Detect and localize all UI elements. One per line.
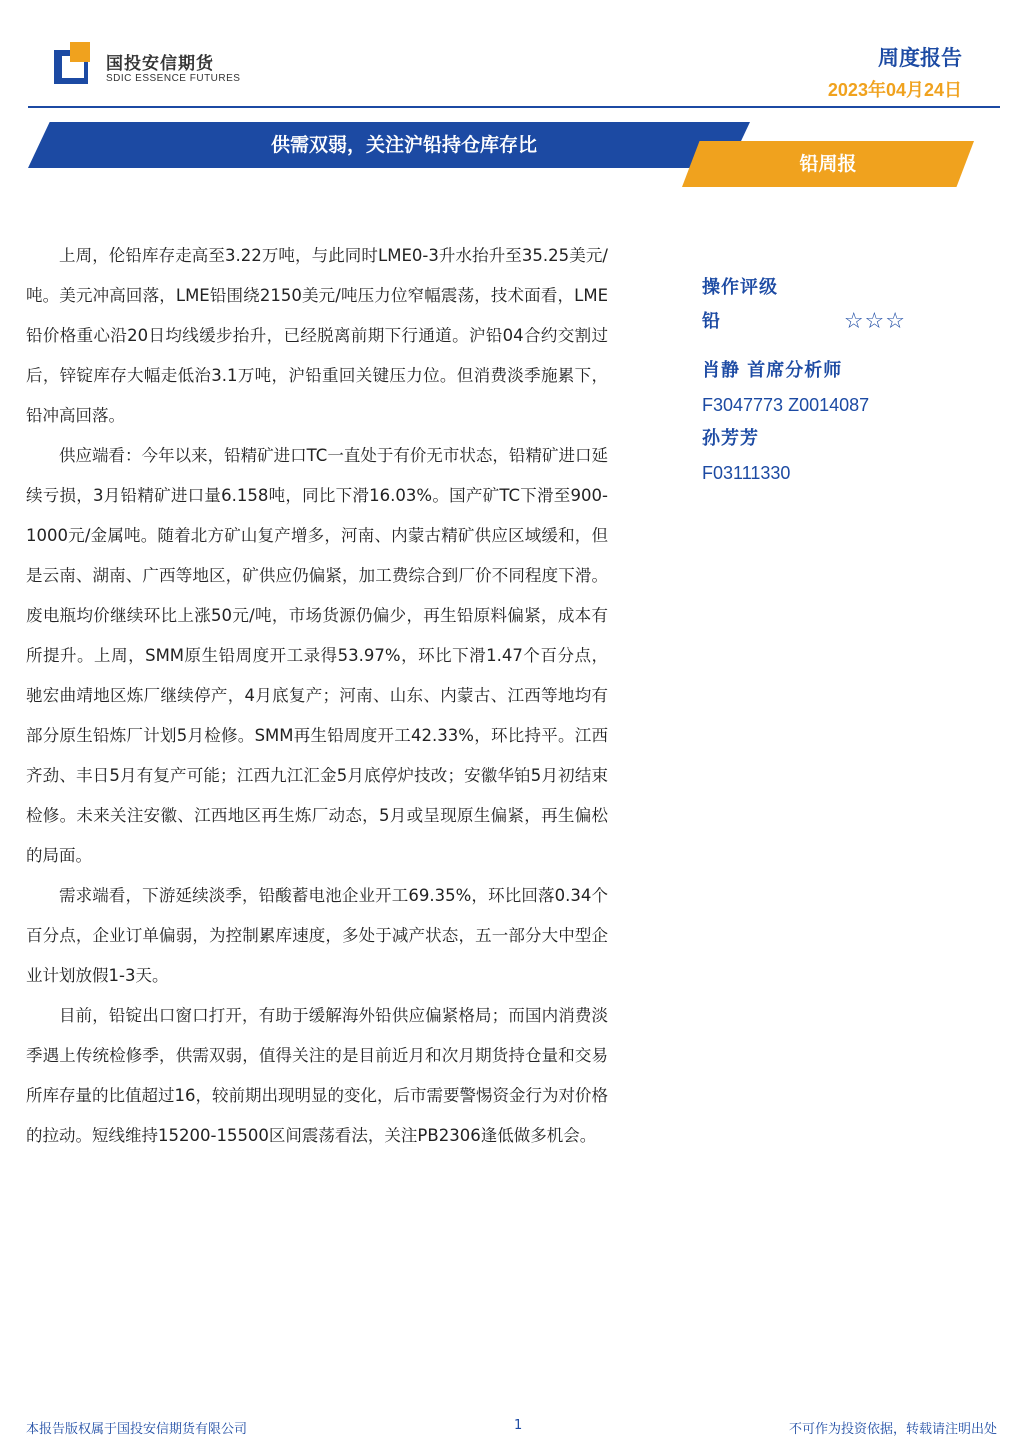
analyst-name: 肖静 首席分析师 <box>702 360 843 381</box>
report-title: 供需双弱，关注沪铅持仓库存比 <box>270 134 537 156</box>
paragraph-market-review: 上周，伦铅库存走高至3.22万吨，与此同时LME0-3升水抬升至35.25美元/吨。美元冲高回落，LME铅围绕2150美元/吨压力位窄幅震荡，技术面看，LME铅价格重心沿20日均线缓步抬升，已经脱离前期下行通道。沪铅04合约交割过后，锌锭库存大幅走低治3.1万吨，沪铅重回关键压力位。但消费淡季施累下，铅冲高回落。 <box>26 246 608 425</box>
logo-company-name-en: SDIC ESSENCE FUTURES <box>106 73 241 84</box>
report-body <box>26 236 608 1156</box>
rating-row <box>702 308 942 336</box>
report-tag: 铅周报 <box>799 153 857 175</box>
logo-company-name: 国投安信期货 <box>106 54 214 74</box>
footer-copyright: 本报告版权属于国投安信期货有限公司 <box>26 1422 248 1437</box>
page-number: 1 <box>514 1418 523 1433</box>
sidebar <box>702 268 942 490</box>
paragraph-demand: 需求端看，下游延续淡季，铅酸蓄电池企业开工69.35%，环比回落0.34个百分点，企业订单偏弱，为控制累库速度，多处于减产状态，五一部分大中型企业计划放假1-3天。 <box>26 886 608 985</box>
analyst-license-id: F3047773 Z0014087 <box>702 395 870 415</box>
analyst-name: 孙芳芳 <box>702 428 759 449</box>
rating-label: 铅 <box>702 311 720 332</box>
star-rating-icon: ☆☆☆ <box>843 309 906 334</box>
rating-title: 操作评级 <box>702 277 778 298</box>
paragraph-outlook: 目前，铅锭出口窗口打开，有助于缓解海外铅供应偏紧格局；而国内消费淡季遇上传统检修季，供需双弱，值得关注的是目前近月和次月期货持仓量和交易所库存量的比值超过16，较前期出现明显的变化，后市需要警惕资金行为对价格的拉动。短线维持15200-15500区间震荡看法，关注PB2306逢低做多机会。 <box>26 1006 608 1145</box>
header-divider <box>28 106 1000 108</box>
footer-disclaimer: 不可作为投资依据，转载请注明出处 <box>788 1422 997 1437</box>
paragraph-supply: 供应端看：今年以来，铅精矿进口TC一直处于有价无市状态，铅精矿进口延续亏损，3月铅精矿进口量6.158吨，同比下滑16.03%。国产矿TC下滑至900-1000元/金属吨。随着北方矿山复产增多，河南、内蒙古精矿供应区域缓和，但是云南、湖南、广西等地区，矿供应仍偏紧，加工费综合到厂价不同程度下滑。废电瓶均价继续环比上涨50元/吨，市场货源仍偏少，再生铅原料偏紧，成本有所提升。上周，SMM原生铅周度开工录得53.97%，环比下滑1.47个百分点，驰宏曲靖地区炼厂继续停产，4月底复产；河南、山东、内蒙古、江西等地均有部分原生铅炼厂计划5月检修。SMM再生铅周度开工42.33%，环比持平。江西齐劲、丰日5月有复产可能；江西九江汇金5月底停炉技改；安徽华铂5月初结束检修。未来关注安徽、江西地区再生炼厂动态，5月或呈现原生偏紧，再生偏松的局面。 <box>26 446 608 865</box>
analyst-license-id: F03111330 <box>702 463 791 483</box>
report-date: 2023年04月24日 <box>827 80 962 100</box>
report-type: 周度报告 <box>878 46 962 70</box>
company-logo <box>54 42 96 84</box>
